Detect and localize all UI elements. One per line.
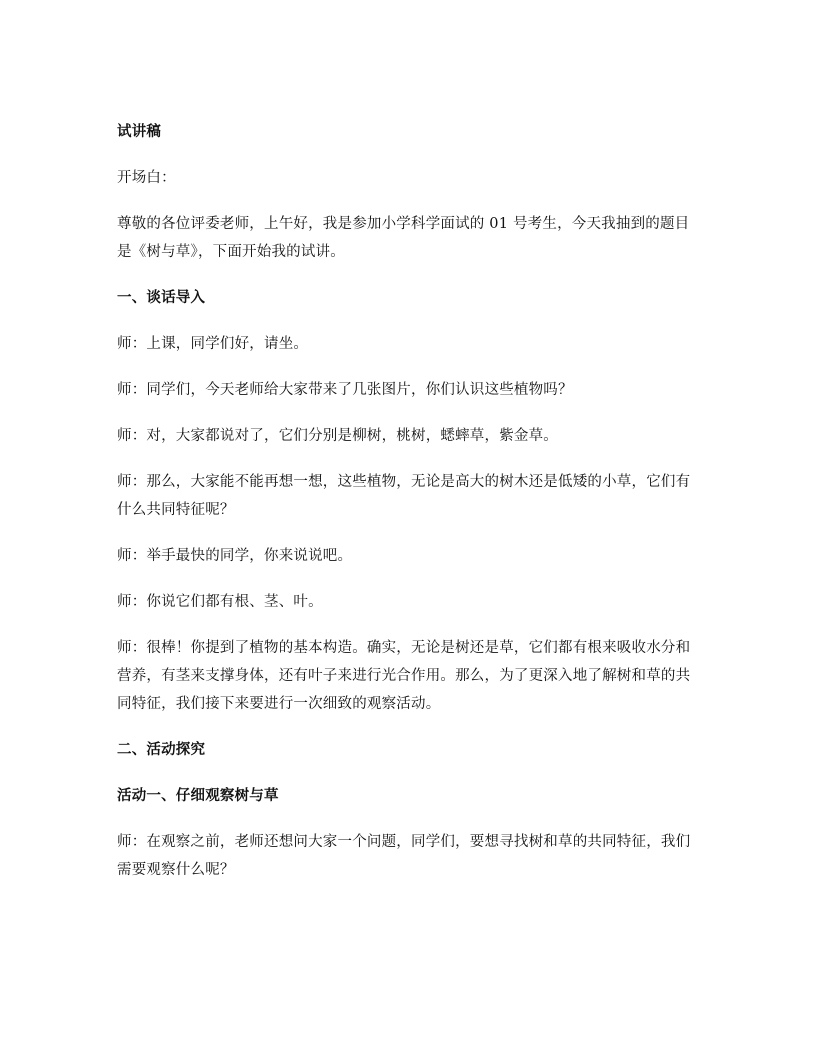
- paragraph: 师：对，大家都说对了，它们分别是柳树，桃树，蟋蟀草，紫金草。: [117, 428, 558, 444]
- section-heading-introduction: 一、谈话导入: [117, 289, 206, 306]
- opening-label: 开场白：: [117, 170, 176, 186]
- paragraph: 师：很棒！你提到了植物的基本构造。确实，无论是树还是草，它们都有根来吸收水分和营养，有茎来支撑身体，还有叶子来进行光合作用。那么，为了更深入地了解树和草的共同特征，我们接下来要进行一次细致的观察活动。: [117, 640, 691, 712]
- paragraph: 师：你说它们都有根、茎、叶。: [117, 594, 323, 610]
- activity-heading: 活动一、仔细观察树与草: [117, 787, 279, 804]
- paragraph: 师：举手最快的同学，你来说说吧。: [117, 548, 353, 564]
- section-heading-activity: 二、活动探究: [117, 741, 206, 758]
- paragraph: 师：上课，同学们好，请坐。: [117, 336, 309, 352]
- paragraph: 师：那么，大家能不能再想一想，这些植物，无论是高大的树木还是低矮的小草，它们有什么共同特征呢？: [117, 474, 691, 518]
- paragraph: 师：同学们，今天老师给大家带来了几张图片，你们认识这些植物吗？: [117, 382, 573, 398]
- document-title: 试讲稿: [117, 123, 162, 140]
- paragraph: 师：在观察之前，老师还想问大家一个问题，同学们，要想寻找树和草的共同特征，我们需要观察什么呢？: [117, 834, 691, 878]
- document-page: [117, 118, 702, 902]
- intro-paragraph: 尊敬的各位评委老师，上午好，我是参加小学科学面试的 01 号考生，今天我抽到的题目是《树与草》，下面开始我的试讲。: [117, 216, 690, 260]
